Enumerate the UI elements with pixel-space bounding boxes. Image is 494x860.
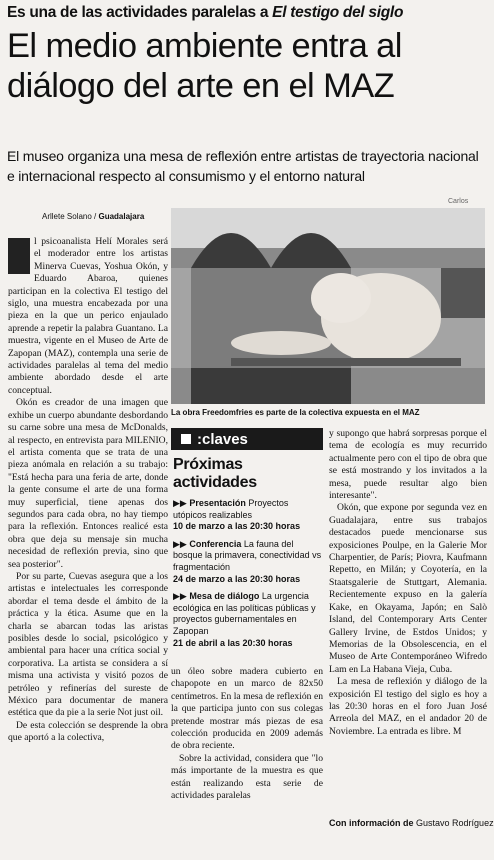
article-column-1 xyxy=(8,236,168,745)
headline: El medio ambiente entra al diálogo del arte en el MAZ xyxy=(7,27,402,105)
event-item: ▶▶ Conferencia La fauna del bosque la primavera, conectividad vs fragmentación 24 de marzo a las 20:30 horas xyxy=(173,538,322,584)
paragraph-6: Sobre la actividad, considera que "lo más importante de la muestra es que están realizando esta serie de actividades paralelas xyxy=(171,752,323,802)
key-box xyxy=(171,428,323,664)
info-credit: Con información de Gustavo Rodríguez xyxy=(329,818,494,828)
event-item: ▶▶ Mesa de diálogo La urgencia ecológica en las políticas públicas y proyectos gubernamentales en Zapopan 21 de abril a las 20:30 horas xyxy=(173,591,316,648)
paragraph-7: y supongo que habrá sorpresas porque el tema de ecología es muy recurrido actualmente pero con el tipo de obra que se está mostrando y los invitados a la mesa, puede resultar algo bien interesante". xyxy=(329,428,487,502)
kicker: Es una de las actividades paralelas a El testigo del siglo xyxy=(7,4,404,21)
dropcap-icon xyxy=(8,238,30,274)
article-column-2 xyxy=(171,666,323,802)
paragraph-5: un óleo sobre madera cubierto en chapopote en un marco de 82x50 centímetros. En la mesa de reflexión en la que participa junto con sus colegas pretende mostrar más piezas de esa colección producida en 2009 además de obra reciente. xyxy=(171,666,323,752)
deck: El museo organiza una mesa de reflexión entre artistas de trayectoria nacional e internacional respecto al consumismo y el entorno natural xyxy=(7,148,479,184)
event-item: ▶▶ Presentación Proyectos utópicos realizables 10 de marzo a las 20:30 horas xyxy=(173,498,301,532)
paragraph-9: La mesa de reflexión y diálogo de la exposición El testigo del siglo es hoy a las 20:30 horas en el foro Juan José Arreola del MAZ, en el andador 20 de Noviembre. La entrada es libre. M xyxy=(329,676,487,737)
paragraph-4: De esta colección se desprende la obra que aportó a la colectiva, xyxy=(8,719,168,744)
article-column-3 xyxy=(329,428,487,738)
square-icon xyxy=(181,434,191,444)
byline: Arllete Solano / Guadalajara xyxy=(42,212,145,221)
article-photo xyxy=(171,208,485,404)
paragraph-8: Okón, que expone por segunda vez en Guadalajara, entre sus trabajos destacados puede mencionarse sus exposiciones Poulpe, en la Galerie Mor Charpentier, de París; Piovra, Kaufmann Repetto, en Milán; y Coyotería, en la Staatsgalerie de Stuttgart, Alemania. Recientemente expuso en la galería Kake, en Okayama, Japón; en Salò Island, del Contemporary Arts Center Gallery Irvine, de Estdos Unidos; y Memorias de la Obsolescencia, en el Museo de Arte Contemporáneo Wifredo Lam en La Habana Vieja, Cuba. xyxy=(329,502,487,675)
paragraph-2: Okón es creador de una imagen que exhibe un cuerpo abundante desbordando su carne sobre una mesa de McDonalds, al respecto, en entrevista para MILENIO, el artista comenta que se trata de una pieza anómala en relación a su trabajo: "Está hecha para una feria de arte, donde la gente consume el arte de una forma muy superficial, tiene apenas dos segundos para cada obra, no hay tiempo para la reflexión. Entonces realicé esta obra que deja su mensaje sin mucha necesidad de reflexión previa, sino que sea posterior". xyxy=(8,397,168,570)
paragraph-1: l psicoanalista Helí Morales será el moderador entre los artistas Minerva Cuevas, Yoshua Okón, y Eduardo Abaroa, quienes participan en la colectiva El testigo del siglo, una muestra encabezada por una pieza en la que un perico enjaulado aprende a repetir la palabra Guantano. La muestra, vigente en el Museo de Arte de Zapopan (MAZ), contempla una serie de actividades paralelas al tema del medio ambiente abordado desde el arte conceptual. xyxy=(8,236,168,396)
box-title: Próximas actividades xyxy=(173,456,257,491)
photo-caption: La obra Freedomfries es parte de la colectiva expuesta en el MAZ xyxy=(171,408,420,417)
box-header: :claves xyxy=(171,428,323,450)
photo-credit: Carlos xyxy=(448,198,469,205)
kicker-show: El testigo del siglo xyxy=(272,4,404,21)
paragraph-3: Por su parte, Cuevas asegura que a los artistas e intelectuales les corresponde abordar el tema desde el ámbito de la práctica y la ética. Asume que en la charla se abarcan todas las aristas posibles desde lo social, psicológico y ambiental para hacer una crítica social y corporativa. La artista se considera a sí misma una activista y visitó pozos de petróleo y refinerías del sureste de México para documentar de manera estética que da pie a la serie Not just oil. xyxy=(8,570,168,719)
